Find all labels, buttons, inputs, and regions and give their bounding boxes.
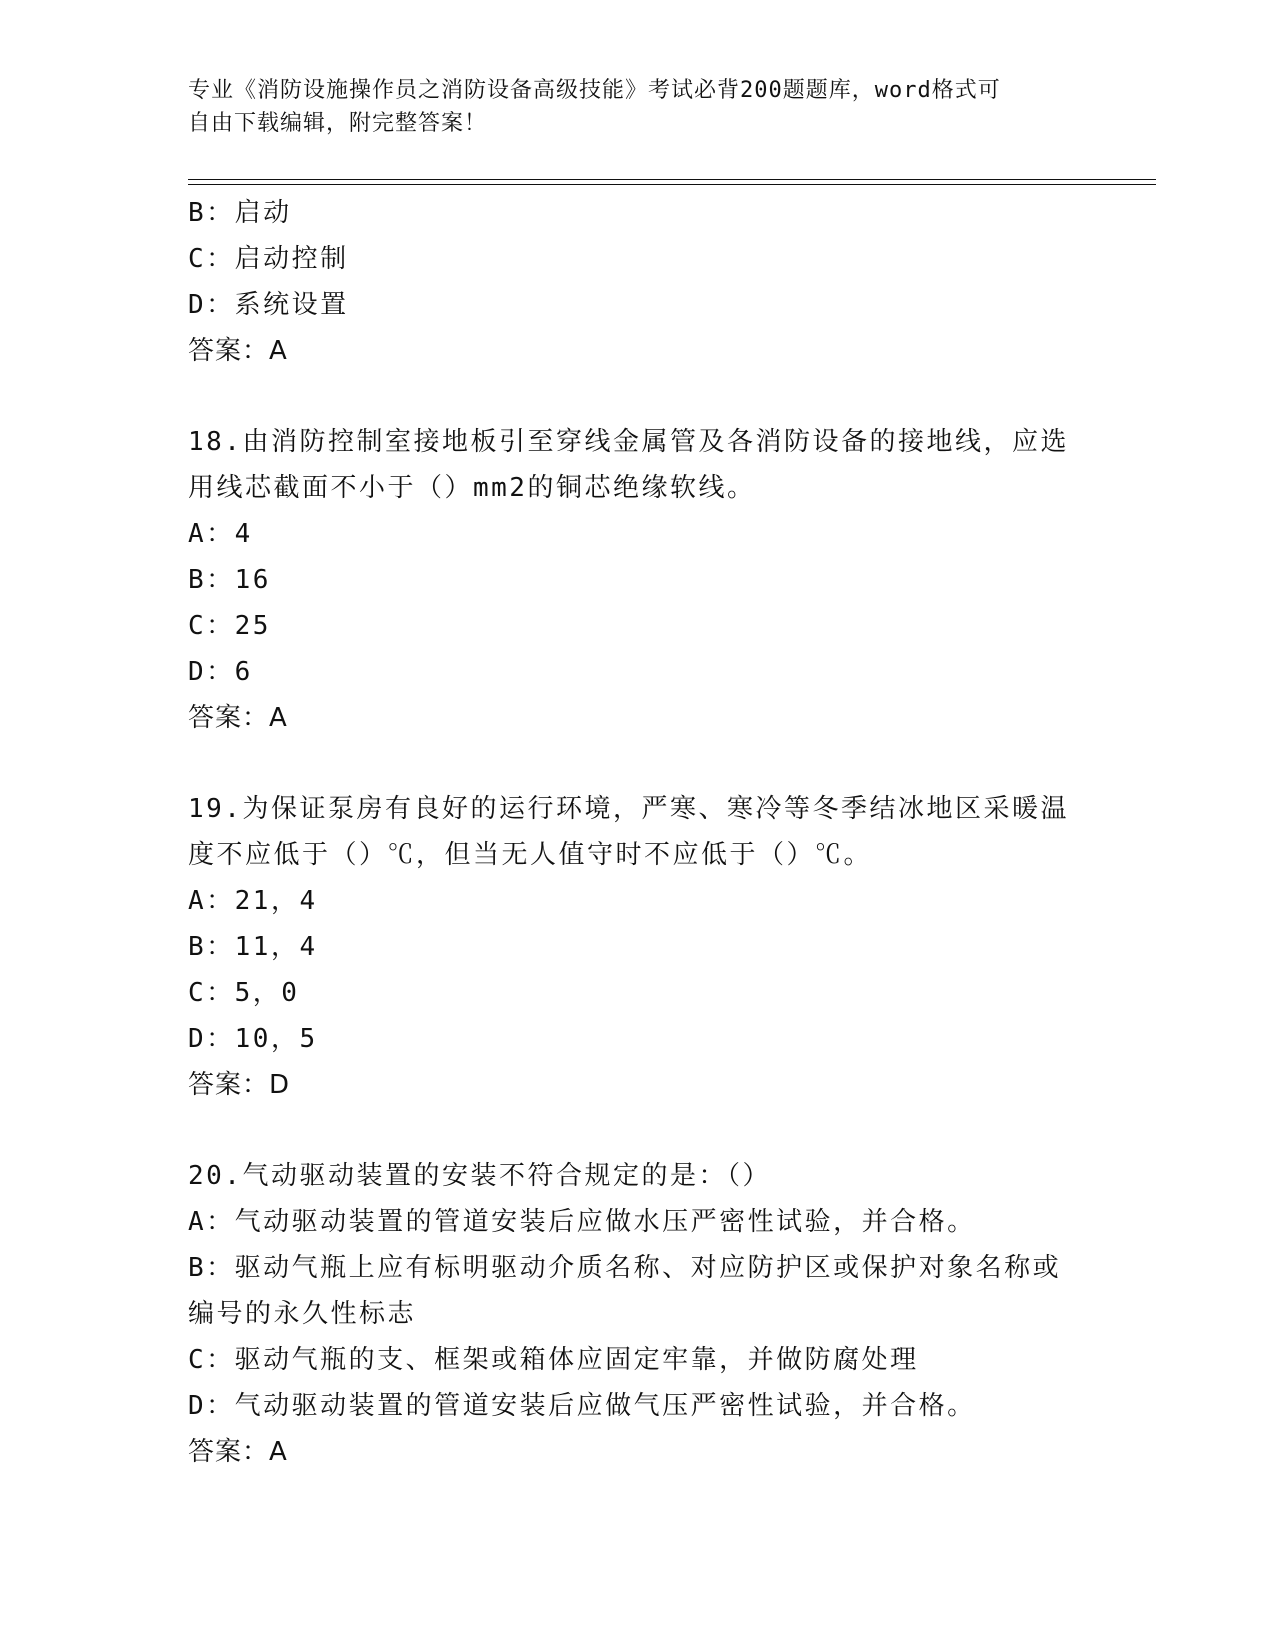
option-b: B：11，4	[188, 932, 318, 962]
header-divider-bottom	[188, 184, 1156, 185]
answer-line: 答案：A	[188, 336, 288, 366]
option-a: A：气动驱动装置的管道安装后应做水压严密性试验，并合格。	[188, 1207, 976, 1237]
option-b: B：驱动气瓶上应有标明驱动介质名称、对应防护区或保护对象名称或	[188, 1253, 1062, 1283]
option-d: D：气动驱动装置的管道安装后应做气压严密性试验，并合格。	[188, 1391, 976, 1421]
question-stem: 20.气动驱动装置的安装不符合规定的是：（）	[188, 1161, 771, 1191]
option-a: A：4	[188, 519, 253, 549]
question-stem: 度不应低于（）℃，但当无人值守时不应低于（）℃。	[188, 840, 873, 870]
question-20	[188, 1153, 1088, 1475]
question-19	[188, 786, 1088, 1108]
spacer	[188, 741, 1088, 786]
option-c: C：5，0	[188, 978, 300, 1008]
question-list	[188, 190, 1088, 1475]
spacer	[188, 374, 1088, 419]
option-c: C：启动控制	[188, 244, 349, 274]
header-line-2: 自由下载编辑，附完整答案！	[188, 111, 488, 136]
option-d: D：10，5	[188, 1024, 318, 1054]
option-b: B：启动	[188, 198, 292, 228]
question-stem: 用线芯截面不小于（）mm2的铜芯绝缘软线。	[188, 473, 756, 503]
question-stem: 19.为保证泵房有良好的运行环境，严寒、寒冷等冬季结冰地区采暖温	[188, 794, 1069, 824]
spacer	[188, 1108, 1088, 1153]
header-divider-top	[188, 179, 1156, 180]
question-stem: 18.由消防控制室接地板引至穿线金属管及各消防设备的接地线，应选	[188, 427, 1069, 457]
answer-line: 答案：A	[188, 703, 288, 733]
document-header	[188, 74, 1088, 140]
answer-line: 答案：A	[188, 1437, 288, 1467]
question-18	[188, 419, 1088, 741]
option-b-continued: 编号的永久性标志	[188, 1299, 417, 1329]
option-c: C：驱动气瓶的支、框架或箱体应固定牢靠，并做防腐处理	[188, 1345, 919, 1375]
option-d: D：6	[188, 657, 253, 687]
header-line-1: 专业《消防设施操作员之消防设备高级技能》考试必背200题题库，word格式可	[188, 78, 1001, 103]
answer-line: 答案：D	[188, 1070, 291, 1100]
option-d: D：系统设置	[188, 290, 349, 320]
option-b: B：16	[188, 565, 271, 595]
question-17-tail	[188, 190, 1088, 374]
option-a: A：21，4	[188, 886, 318, 916]
option-c: C：25	[188, 611, 271, 641]
